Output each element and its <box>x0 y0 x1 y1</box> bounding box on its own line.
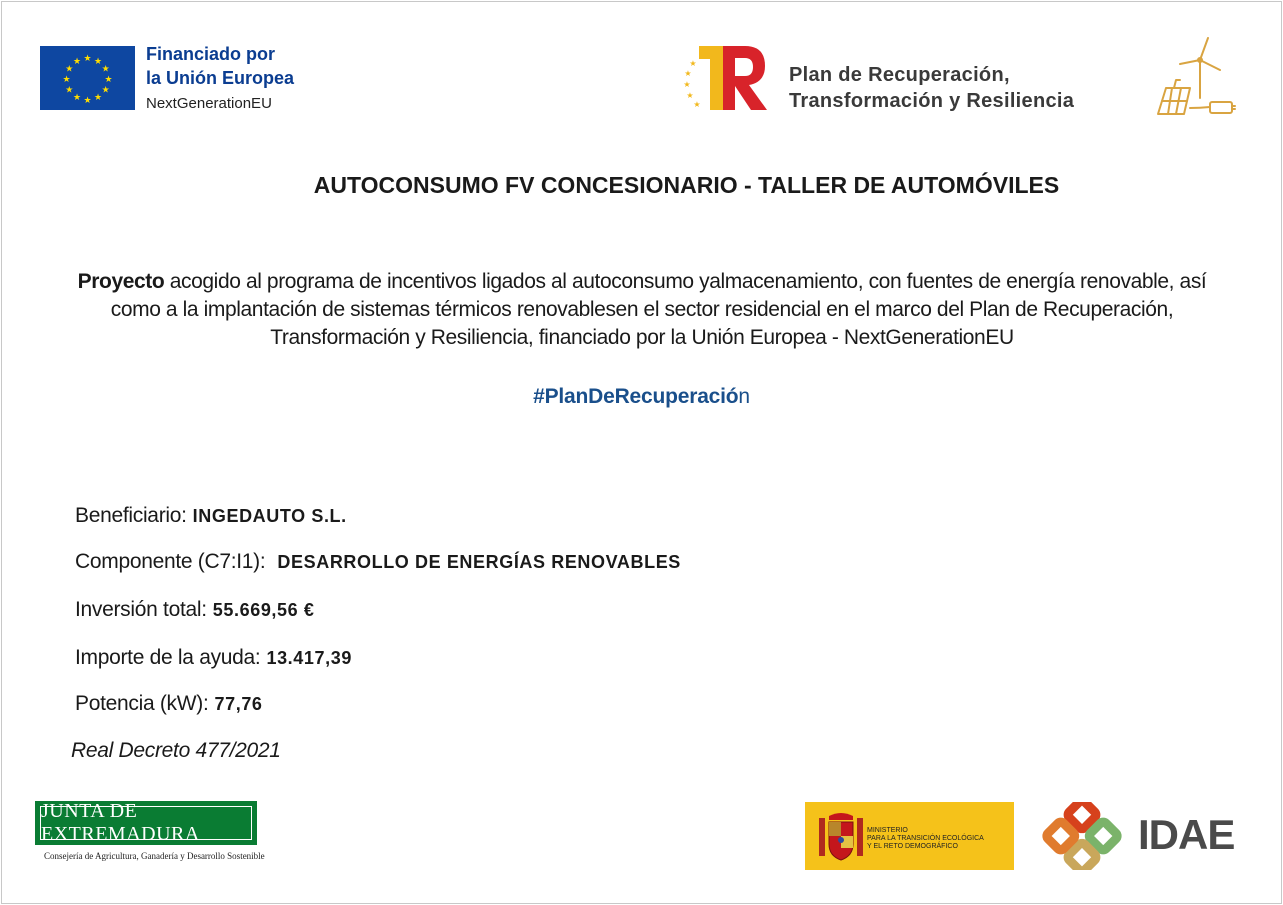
eu-funding-line3: NextGenerationEU <box>146 95 272 112</box>
detail-value: 13.417,39 <box>266 648 352 668</box>
svg-text:★: ★ <box>683 80 691 89</box>
detail-value: DESARROLLO DE ENERGÍAS RENOVABLES <box>277 552 681 572</box>
detail-inversion <box>75 598 314 622</box>
svg-text:★: ★ <box>93 56 103 67</box>
junta-name: JUNTA DE EXTREMADURA <box>40 806 252 840</box>
hashtag <box>0 385 1283 409</box>
project-body: acogido al programa de incentivos ligados al autoconsumo yalmacenamiento, con fuentes de energía renovable, así como a la implantación de sistemas térmicos renovablesen el sector residencial en el marco del Plan de Recuperación, Transformación y Resiliencia, financiado por la Unión Europea - NextGenerationEU <box>110 270 1207 349</box>
prtr-line2: Transformación y Resiliencia <box>789 90 1075 112</box>
svg-text:★: ★ <box>72 93 82 104</box>
svg-text:★: ★ <box>72 56 82 67</box>
ministry-text <box>867 827 984 851</box>
eu-flag-icon <box>40 46 135 110</box>
idae-name: IDAE <box>1138 811 1235 858</box>
svg-text:★: ★ <box>62 75 71 85</box>
detail-importe <box>75 646 352 670</box>
detail-label: Beneficiario: <box>75 504 187 527</box>
spain-coat-of-arms-icon <box>815 810 867 864</box>
detail-beneficiario <box>75 504 347 528</box>
hashtag-main: #PlanDeRecuperació <box>533 385 739 408</box>
svg-text:★: ★ <box>689 59 697 68</box>
detail-value: 77,76 <box>214 694 263 714</box>
ministry-logo <box>805 802 1014 870</box>
wind-solar-battery-icon <box>1150 36 1238 118</box>
eu-funding-line1: Financiado por <box>146 44 276 64</box>
detail-label: Componente (C7:I1): <box>75 550 266 573</box>
detail-label: Inversión total: <box>75 598 207 621</box>
svg-text:★: ★ <box>686 91 694 100</box>
svg-text:★: ★ <box>93 93 103 104</box>
page-title: AUTOCONSUMO FV CONCESIONARIO - TALLER DE AUTOMÓVILES <box>313 172 1060 198</box>
detail-componente <box>75 550 681 574</box>
svg-text:★: ★ <box>101 85 110 96</box>
eu-funding-line2: la Unión Europea <box>146 68 295 88</box>
detail-value: INGEDAUTO S.L. <box>192 506 347 526</box>
prtr-logo-icon <box>683 44 771 114</box>
prtr-line1: Plan de Recuperación, <box>789 64 1010 86</box>
project-description <box>72 268 1212 352</box>
junta-extremadura-logo <box>35 801 257 845</box>
hashtag-last: n <box>738 385 750 408</box>
svg-text:★: ★ <box>101 64 110 75</box>
ministry-line2: PARA LA TRANSICIÓN ECOLÓGICA <box>867 835 984 842</box>
svg-text:★: ★ <box>65 64 74 75</box>
svg-text:★: ★ <box>65 85 74 96</box>
detail-label: Potencia (kW): <box>75 692 209 715</box>
svg-text:★: ★ <box>693 100 701 109</box>
detail-label: Importe de la ayuda: <box>75 646 261 669</box>
svg-text:★: ★ <box>684 69 692 78</box>
svg-text:★: ★ <box>104 75 113 85</box>
project-lead: Proyecto <box>77 270 165 293</box>
junta-subtitle: Consejería de Agricultura, Ganadería y Desarrollo Sostenible <box>44 851 265 861</box>
page-frame <box>1 1 1282 904</box>
detail-value: 55.669,56 € <box>212 600 315 620</box>
ministry-line1: MINISTERIO <box>867 827 908 834</box>
svg-text:★: ★ <box>83 96 92 106</box>
ministry-line3: Y EL RETO DEMOGRÁFICO <box>867 843 958 850</box>
decree: Real Decreto 477/2021 <box>71 739 281 762</box>
idae-logo-icon <box>1032 802 1132 870</box>
svg-text:★: ★ <box>83 54 92 64</box>
detail-potencia <box>75 692 263 716</box>
